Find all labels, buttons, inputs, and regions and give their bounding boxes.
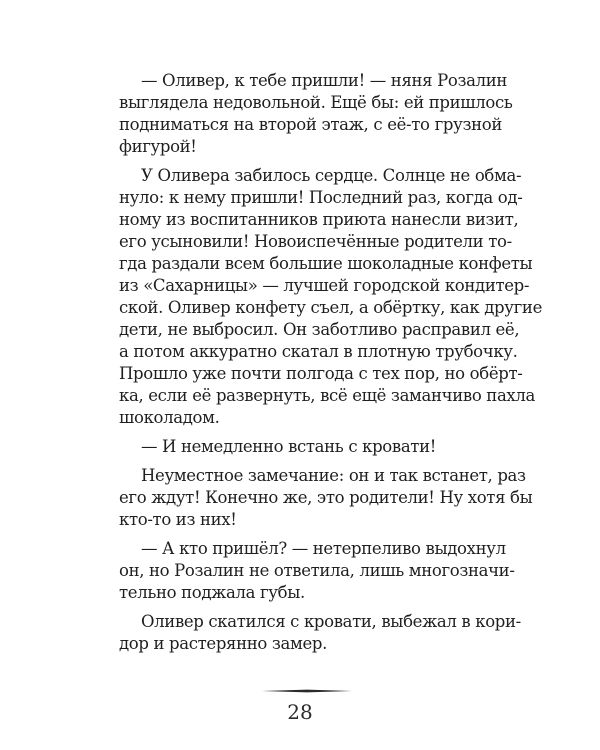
text-line: Неуместное замечание: он и так встанет, раз <box>141 466 526 485</box>
text-line: нуло: к нему пришли! Последний раз, когда од- <box>119 188 523 207</box>
page-number: 28 <box>287 700 313 724</box>
paragraph <box>119 538 515 604</box>
footer-ornament-rule <box>262 689 352 691</box>
text-line: ному из воспитанников приюта нанесли визит, <box>119 210 519 229</box>
text-line: из «Сахарницы» — лучшей городской кондитер- <box>119 276 530 295</box>
body-text <box>119 70 542 655</box>
paragraph-gap <box>119 158 502 165</box>
text-line: подниматься на второй этаж, с её-то грузной <box>119 115 502 134</box>
paragraph-gap <box>119 458 502 465</box>
paragraph <box>119 70 513 158</box>
text-line: выглядела недовольной. Ещё бы: ей пришлось <box>119 93 513 112</box>
text-line: а потом аккуратно скатал в плотную трубочку. <box>119 342 518 361</box>
text-line: его усыновили! Новоиспечённые родители то- <box>119 232 512 251</box>
text-line: он, но Розалин не ответила, лишь многозначи- <box>119 561 515 580</box>
text-line: шоколадом. <box>119 408 220 427</box>
paragraph <box>119 165 542 429</box>
text-line: — Оливер, к тебе пришли! — няня Розалин <box>141 71 508 90</box>
text-line: гда раздали всем большие шоколадные конфеты <box>119 254 533 273</box>
paragraph-gap <box>119 604 502 611</box>
text-line: ской. Оливер конфету съел, а обёртку, как другие <box>119 298 542 317</box>
paragraph <box>119 465 533 531</box>
text-line: тельно поджала губы. <box>119 583 305 602</box>
text-line: — А кто пришёл? — нетерпеливо выдохнул <box>141 539 506 558</box>
paragraph <box>119 436 502 458</box>
text-line: дети, не выбросил. Он заботливо расправил её, <box>119 320 520 339</box>
text-line: кто-то из них! <box>119 510 237 529</box>
paragraph <box>119 611 521 655</box>
text-line: фигурой! <box>119 137 197 156</box>
text-line: дор и растерянно замер. <box>119 634 328 653</box>
text-line: его ждут! Конечно же, это родители! Ну хотя бы <box>119 488 533 507</box>
text-line: У Оливера забилось сердце. Солнце не обма- <box>141 166 522 185</box>
text-line: ка, если её развернуть, всё ещё заманчиво пахла <box>119 386 536 405</box>
paragraph-gap <box>119 429 502 436</box>
paragraph-gap <box>119 531 502 538</box>
text-line: Оливер скатился с кровати, выбежал в кори- <box>141 612 521 631</box>
text-line: Прошло уже почти полгода с тех пор, но обёрт- <box>119 364 523 383</box>
text-line: — И немедленно встань с кровати! <box>141 437 437 456</box>
